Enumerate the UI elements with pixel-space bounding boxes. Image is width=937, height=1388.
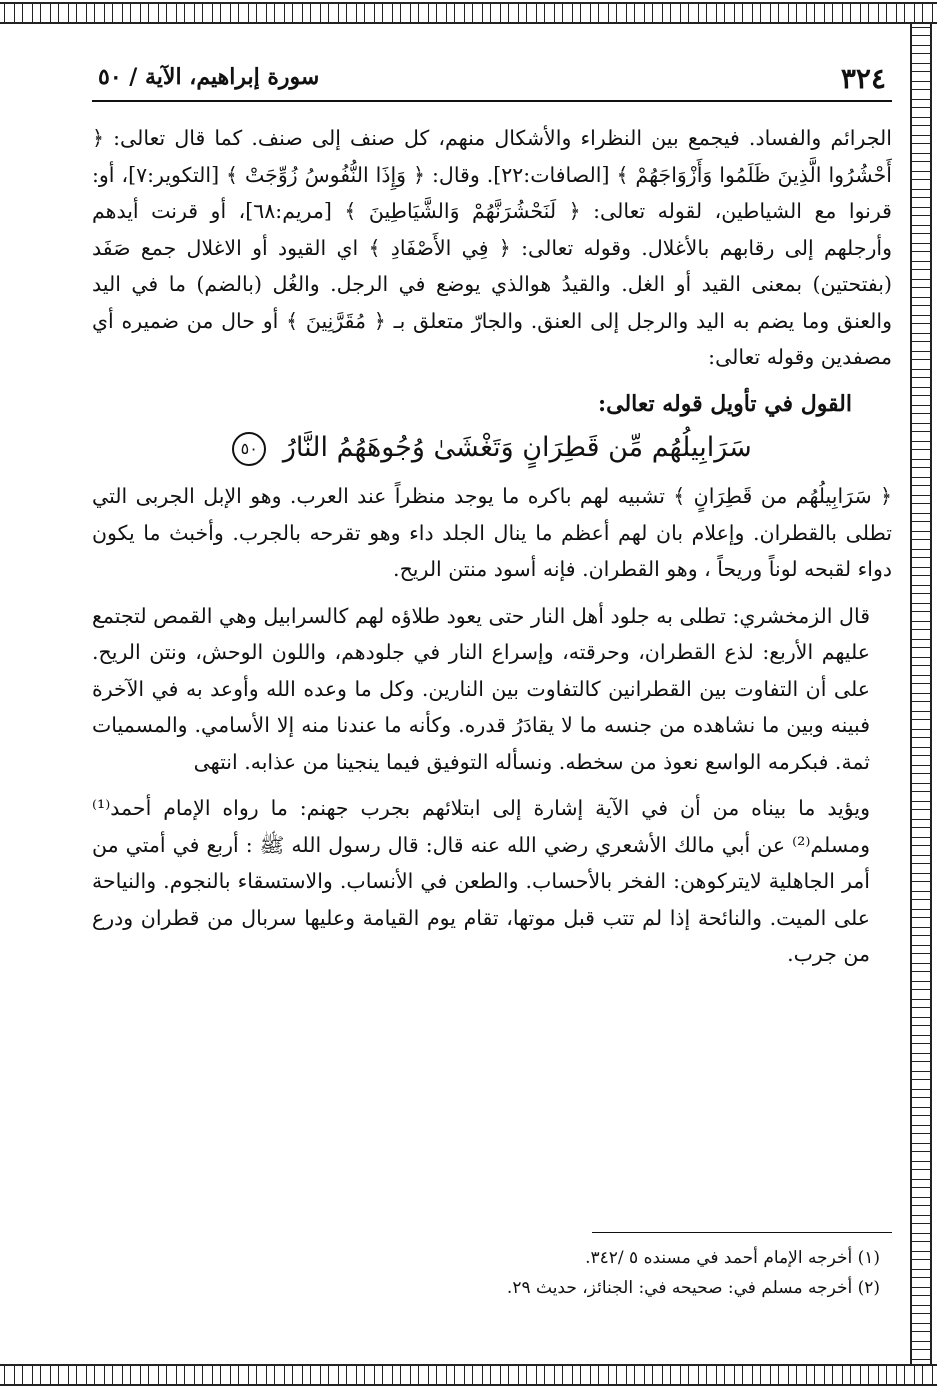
footnote-2: (٢) أخرجه مسلم في: صحيحه في: الجنائز، حديث ٢٩. — [506, 1278, 880, 1298]
book-page — [92, 40, 892, 1360]
paragraph-1: الجرائم والفساد. فيجمع بين النظراء والأشكال منهم، كل صنف إلى صنف. كما قال تعالى: ﴿ أَحْشُرُوا الَّذِينَ ظَلَمُوا وَأَزْوَاجَهُمْ ﴾ [الصافات:٢٢]. وقال: ﴿ وَإِذَا النُّفُوسُ زُوِّجَتْ ﴾ [التكوير:٧]، أو: قرنوا مع الشياطين، لقوله تعالى: ﴿ لَنَحْشُرَنَّهُمْ وَالشَّيَاطِينَ ﴾ [مريم:٦٨]، أو قرنت أيدهم وأرجلهم إلى رقابهم بالأغلال. وقوله تعالى: ﴿ فِي الأَصْفَادِ ﴾ اي القيود أو الاغلال جمع صَفَد (بفتحتين) بمعنى القيد أو الغل. والقيدُ هوالذي يوضع في الرجل. والغُل (بالضم) ما في اليد والعنق وما يضم به اليد والرجل إلى العنق. والجارّ متعلق بـ ﴿ مُقَرَّنِينَ ﴾ أو حال من ضميره أي مصفدين وقوله تعالى: — [92, 126, 893, 369]
page-header — [92, 40, 892, 102]
verse-number-marker: ٥٠ — [232, 432, 266, 466]
footnote-1: (١) أخرجه الإمام أحمد في مسنده ٥ /٣٤٢. — [585, 1248, 880, 1268]
quran-verse — [92, 428, 892, 468]
page-body — [92, 120, 892, 973]
section-heading: القول في تأويل قوله تعالى: — [598, 390, 852, 417]
footnotes — [92, 1232, 892, 1303]
footnote-divider — [592, 1232, 892, 1233]
decorative-border-bottom — [0, 1364, 937, 1386]
page-number: ٣٢٤ — [840, 62, 886, 95]
paragraph-2: ﴿ سَرَابِيلُهُم من قَطِرَانٍ ﴾ تشبيه لهم باكره ما يوجد منظراً عند العرب. وهو الإبل الجربى التي تطلى بالقطران. وإعلام بان لهم أعظم ما ينال الجلد داء وهو تقرحه بالجرب. وأخبث ما يكون دواء لقبحه لوناً وريحاً ، وهو القطران. فإنه أسود منتن الريح. — [92, 484, 892, 581]
running-title: سورة إبراهيم، الآية / ٥٠ — [98, 64, 320, 90]
paragraph-4: ويؤيد ما بيناه من أن في الآية إشارة إلى ابتلائهم بجرب جهنم: ما رواه الإمام أحمد⁽¹⁾ ومسلم⁽²⁾ عن أبي مالك الأشعري رضي الله عنه قال: قال رسول الله ﷺ : أربع في أمتي من أمر الجاهلية لايتركوهن: الفخر بالأحساب. والطعن في الأنساب. والاستسقاء بالنجوم. والنياحة على الميت. والنائحة إذا لم تتب قبل موتها، تقام يوم القيامة وعليها سربال من قطران ودرع من جرب. — [92, 796, 870, 966]
verse-text: سَرَابِيلُهُم مِّن قَطِرَانٍ وَتَغْشَىٰ وُجُوهَهُمُ النَّارُ — [282, 432, 752, 463]
decorative-border-right — [910, 22, 932, 1364]
decorative-border-top — [0, 2, 937, 24]
paragraph-3: قال الزمخشري: تطلى به جلود أهل النار حتى يعود طلاؤه لهم كالسرابيل وهي القمص لتجتمع عليهم الأربع: لذع القطران، وحرقته، وإسراع النار في جلودهم، واللون الوحش، ونتن الريح. على أن التفاوت بين القطرانين كالتفاوت بين النارين. وكل ما وعده الله وأوعد به في الآخرة فبينه وبين ما نشاهده من جنسه ما لا يقادَرُ قدره. وكأنه ما عندنا منه إلا الأسامي. والمسميات ثمة. فبكرمه الواسع نعوذ من سخطه. ونسأله التوفيق فيما ينجينا من عذابه. انتهى — [92, 603, 870, 774]
